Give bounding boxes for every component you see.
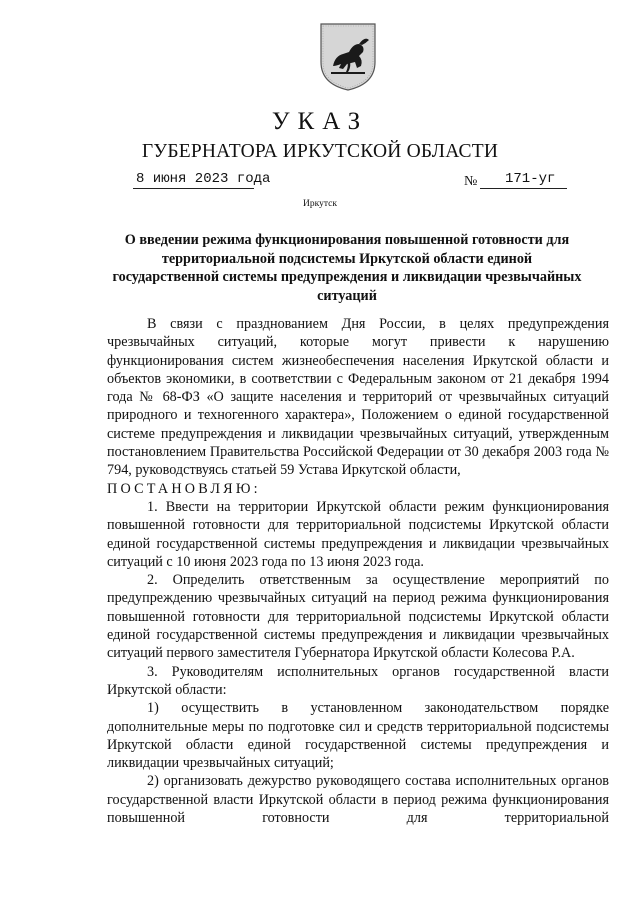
issuer: ГУБЕРНАТОРА ИРКУТСКОЙ ОБЛАСТИ bbox=[141, 141, 499, 162]
date-underline bbox=[133, 188, 254, 189]
item-paragraph: 1. Ввести на территории Иркутской области режим функционирования повышенной готовности для территориальной подсистемы Иркутской области единой государственной системы предупреждения и ликвидации чрезвычайных ситуаций с 10 июня 2023 года по 13 июня 2023 года. bbox=[107, 498, 609, 570]
item-paragraph: 1) осуществить в установленном законодательством порядке дополнительные меры по подготовке сил и средств территориальной подсистемы Иркутской области единой государственной системы предупреждения и ликвидации чрезвычайных ситуаций; bbox=[107, 700, 609, 772]
city: Иркутск bbox=[303, 199, 337, 209]
item-paragraph: 3. Руководителям исполнительных органов государственной власти Иркутской области: bbox=[107, 663, 609, 698]
item-paragraph: 2) организовать дежурство руководящего состава исполнительных органов государственной власти Иркутской области в период режима функционирования повышенной готовности для территориальной bbox=[107, 773, 609, 827]
item-paragraph: 2. Определить ответственным за осуществление мероприятий по предупреждению чрезвычайных ситуаций на период режима функционирования повышенной готовности для территориальной подсистемы Иркутской области единой государственной системы предупреждения и ликвидации чрезвычайных ситуаций первого заместителя Губернатора Иркутской области Колесова Р.А. bbox=[107, 572, 609, 662]
irkutsk-coat-of-arms bbox=[319, 22, 377, 92]
document-heading: О введении режима функционирования повышенной готовности для территориальной подсистемы Иркутской области единой государственной системы предупреждения и ликвидации чрезвычайных ситуаций bbox=[112, 232, 582, 304]
document-number: 171-уг bbox=[505, 171, 556, 187]
number-sign: № bbox=[464, 174, 478, 189]
document-body bbox=[107, 315, 609, 827]
document-date: 8 июня 2023 года bbox=[136, 171, 271, 187]
number-underline bbox=[480, 188, 567, 189]
preamble-paragraph: В связи с празднованием Дня России, в целях предупреждения чрезвычайных ситуаций, которые могут привести к нарушению функционирования систем жизнеобеспечения населения Иркутской области и объектов экономики, в соответствии с Федеральным законом от 21 декабря 1994 года № 68-ФЗ «О защите населения и территорий от чрезвычайных ситуаций природного и техногенного характера», Положением о единой государственной системе предупреждения и ликвидации чрезвычайных ситуаций, утвержденным постановлением Правительства Российской Федерации от 30 декабря 2003 года № 794, руководствуясь статьей 59 Устава Иркутской области, bbox=[107, 316, 609, 479]
document-type: УКАЗ bbox=[271, 108, 369, 135]
decree-word: ПОСТАНОВЛЯЮ: bbox=[107, 480, 261, 497]
